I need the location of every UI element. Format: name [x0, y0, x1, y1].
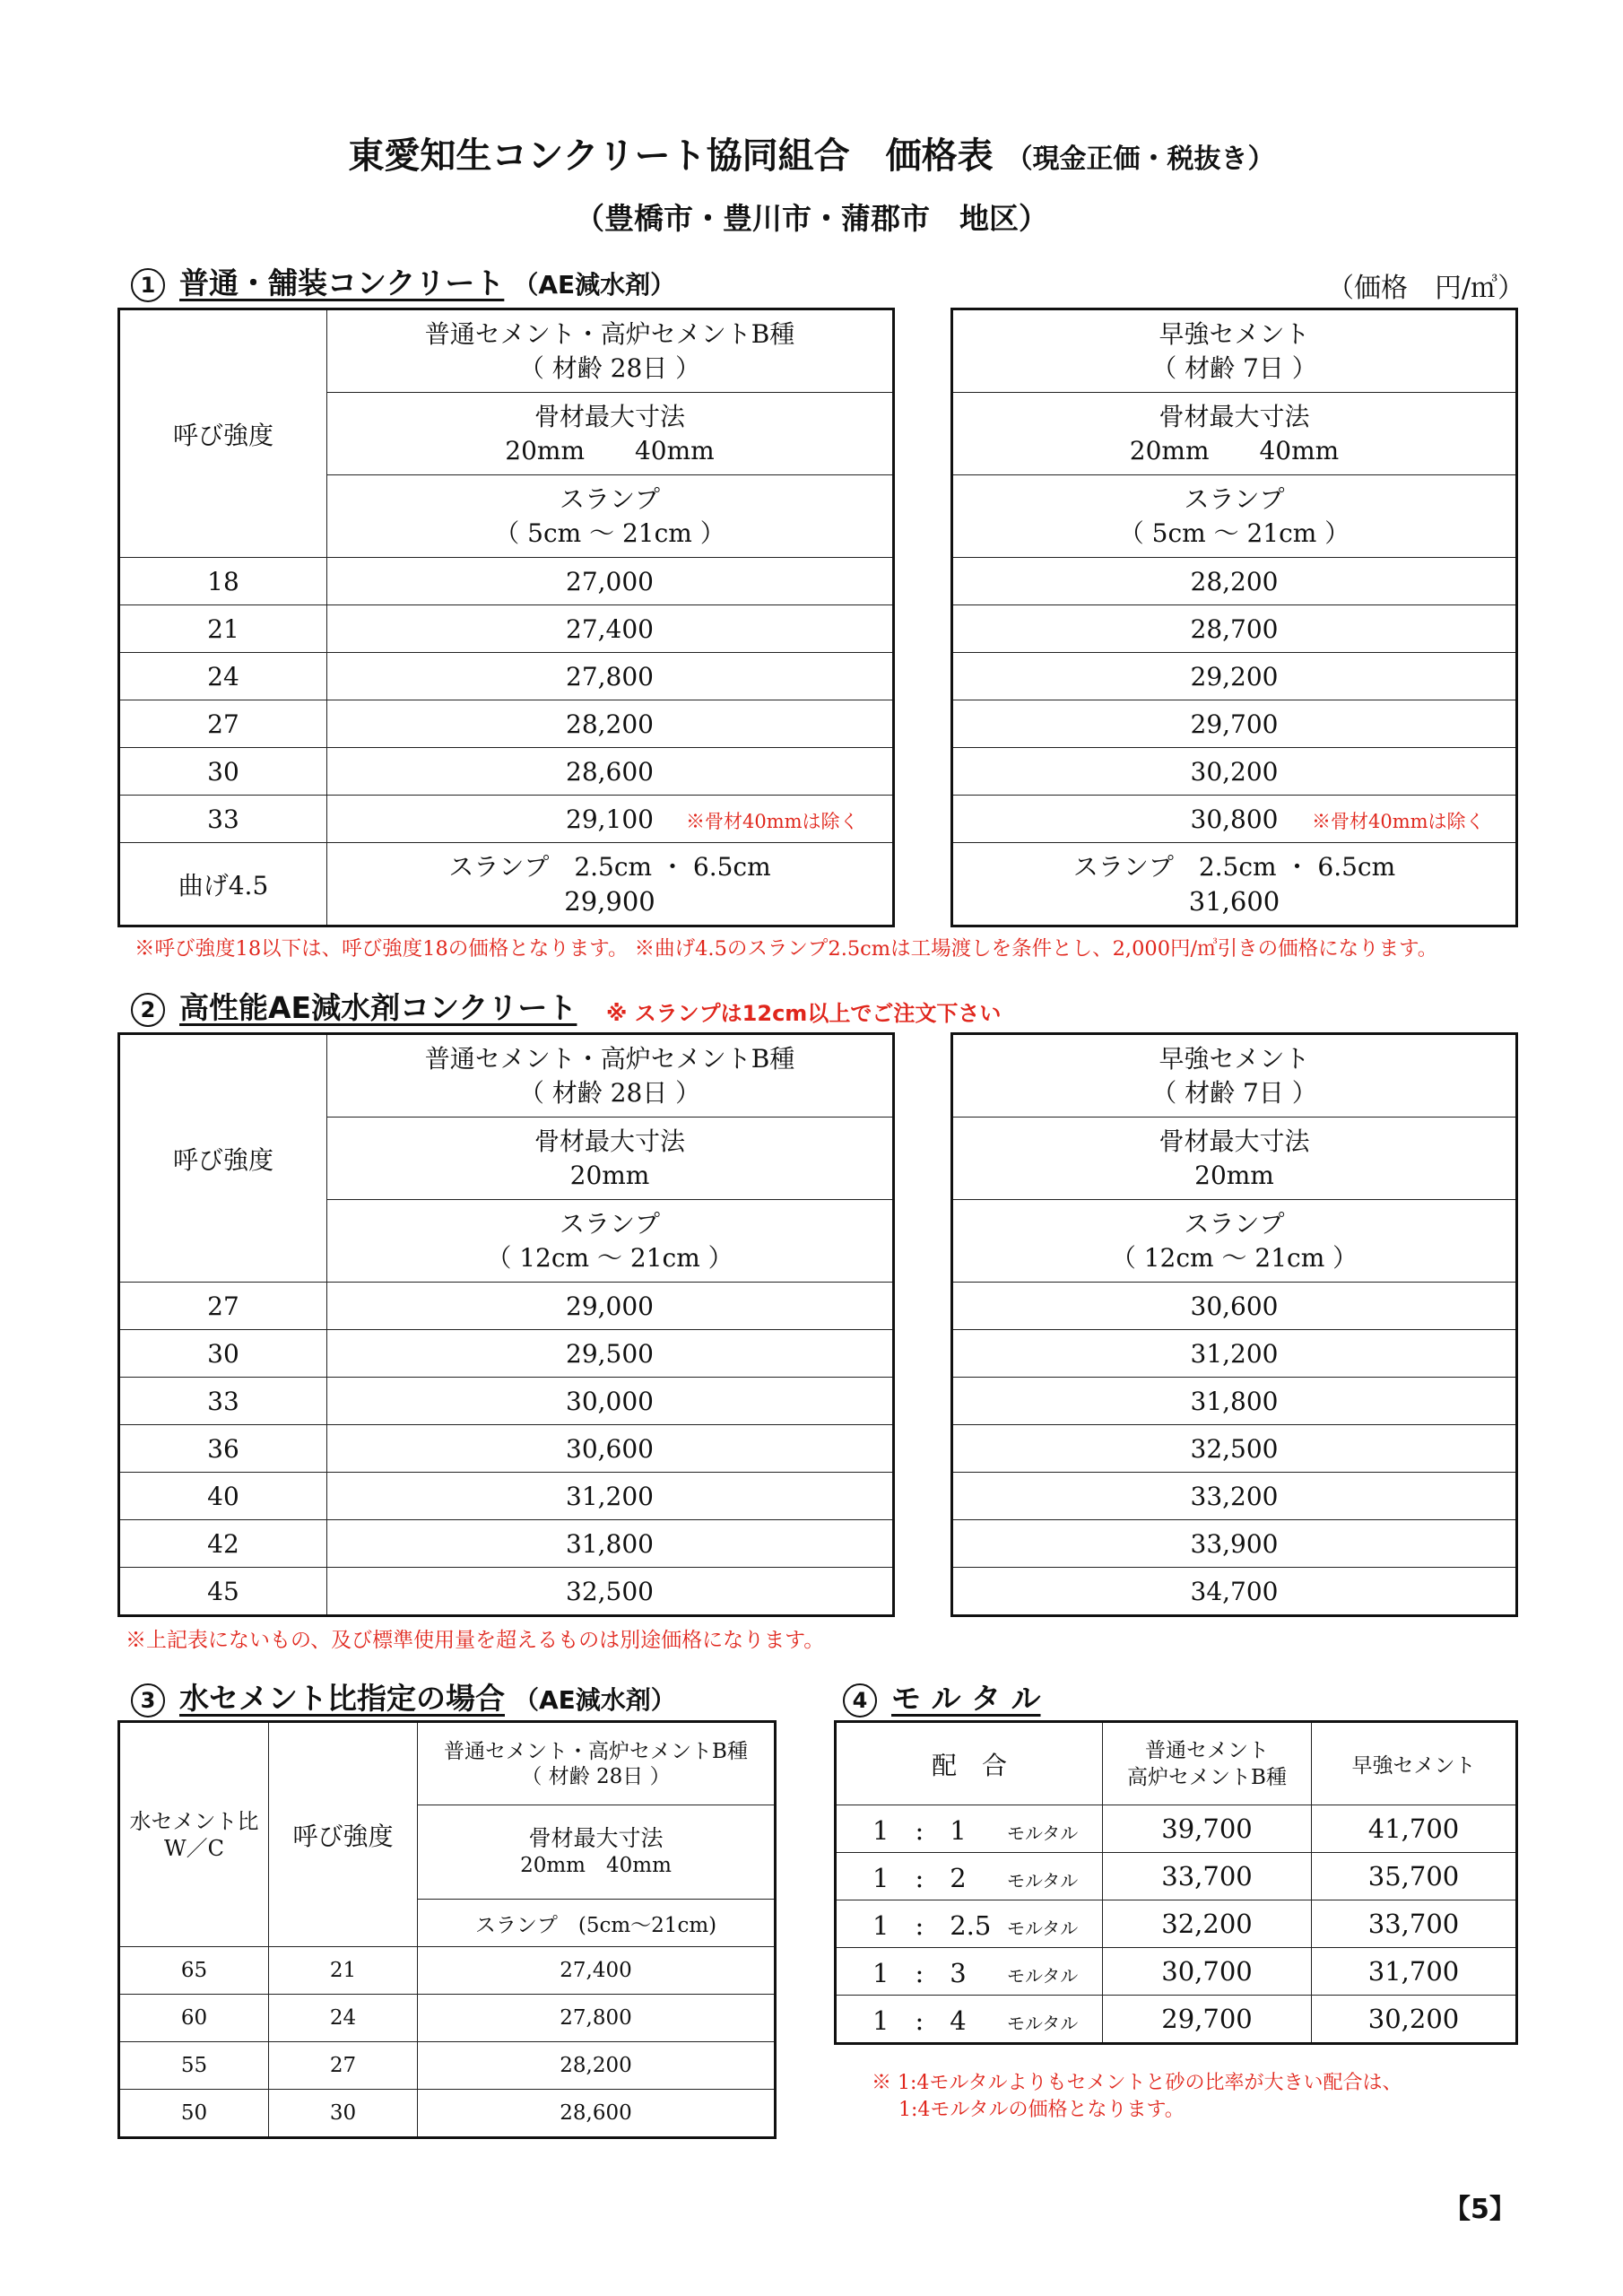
mix-ratio: 1 : 3	[872, 1957, 967, 1988]
area-subtitle: （豊橋市・豊川市・蒲郡市 地区）	[575, 201, 1048, 236]
strength-cell: 42	[120, 1520, 327, 1568]
price-cell: 30,600	[327, 1425, 893, 1473]
price-cell: 31,200	[953, 1330, 1516, 1378]
wc-ratio-label: W／C	[163, 1835, 225, 1861]
price-cell: 29,500	[327, 1330, 893, 1378]
slump-value: （ 12cm ～ 21cm ）	[486, 1242, 733, 1273]
section2-right-table	[952, 1034, 1516, 1615]
section1-left-table	[119, 309, 893, 926]
strength-header: 呼び強度	[120, 1035, 327, 1283]
cement-label: 早強セメント	[1159, 318, 1310, 349]
aggregate-label: 骨材最大寸法	[1159, 401, 1310, 431]
aggregate-exclusion-note: ※骨材40mmは除く	[686, 811, 859, 832]
normal-cement-label: 普通セメント	[1145, 1738, 1269, 1762]
slump-label: スランプ	[1184, 1208, 1285, 1239]
section2-number: 2	[131, 993, 165, 1027]
price-cell: 33,700	[1312, 1900, 1516, 1948]
price-cell: 29,100	[566, 804, 654, 834]
blast-furnace-cement-label: 高炉セメントB種	[1127, 1765, 1287, 1789]
price-cell: 30,200	[1312, 1996, 1516, 2043]
strength-cell: 27	[269, 2042, 418, 2090]
mix-ratio: 1 : 2.5	[872, 1909, 992, 1941]
price-cell: 30,700	[1103, 1948, 1312, 1996]
bend-price: 31,600	[1188, 885, 1280, 917]
price-cell: 32,500	[327, 1568, 893, 1615]
aggregate-label: 骨材最大寸法	[534, 1126, 685, 1156]
price-cell: 41,700	[1312, 1805, 1516, 1853]
strength-cell: 33	[120, 1378, 327, 1425]
strength-header: 呼び強度	[269, 1723, 418, 1947]
cement-label: 普通セメント・高炉セメントB種	[424, 1043, 795, 1074]
strength-cell: 30	[269, 2090, 418, 2137]
early-strength-label: 早強セメント	[1312, 1723, 1516, 1805]
price-cell: 28,600	[327, 748, 893, 796]
strength-cell: 30	[120, 748, 327, 796]
price-cell: 30,000	[327, 1378, 893, 1425]
section1-footnote: ※呼び強度18以下は、呼び強度18の価格となります。 ※曲げ4.5のスランプ2.5cmは工場渡しを条件とし、2,000円/㎥引きの価格になります。	[135, 937, 1438, 961]
mix-ratio: 1 : 1	[872, 1814, 967, 1846]
price-cell: 30,200	[953, 748, 1516, 796]
price-cell: 33,200	[953, 1473, 1516, 1520]
price-cell: 29,000	[327, 1283, 893, 1330]
slump-value: （ 12cm ～ 21cm ）	[1110, 1242, 1358, 1273]
price-cell: 35,700	[1312, 1853, 1516, 1900]
strength-cell: 36	[120, 1425, 327, 1473]
price-cell: 31,700	[1312, 1948, 1516, 1996]
section4-title: モ ル タ ル	[891, 1681, 1041, 1716]
price-cell: 34,700	[953, 1568, 1516, 1615]
mortar-word: モルタル	[1007, 2012, 1079, 2034]
price-cell: 29,200	[953, 653, 1516, 700]
strength-cell: 27	[120, 1283, 327, 1330]
mortar-word: モルタル	[1007, 1822, 1079, 1844]
strength-cell: 24	[120, 653, 327, 700]
price-cell: 27,800	[418, 1995, 775, 2042]
strength-cell: 45	[120, 1568, 327, 1615]
section4-heading	[843, 1675, 1040, 1718]
price-cell: 33,700	[1103, 1853, 1312, 1900]
slump-label: スランプ	[1184, 483, 1285, 514]
age-label: （ 材齢 7日 ）	[1151, 352, 1317, 383]
strength-cell: 18	[120, 558, 327, 605]
price-cell: 30,800	[1190, 804, 1279, 834]
section1-suffix: （AE減水剤）	[513, 270, 676, 300]
unit-label: （価格 円/㎥）	[1327, 273, 1525, 304]
section3-title: 水セメント比指定の場合	[179, 1681, 505, 1716]
cement-label: 普通セメント・高炉セメントB種	[424, 318, 795, 349]
strength-cell: 21	[269, 1947, 418, 1995]
wc-label: 水セメント比	[129, 1808, 259, 1834]
section3-heading	[131, 1675, 676, 1718]
mix-header: 配 合	[837, 1723, 1103, 1805]
section1-heading	[131, 260, 675, 302]
section1-title: 普通・舗装コンクリート	[179, 265, 505, 300]
wc-cell: 65	[120, 1947, 269, 1995]
section4-note-line1: ※ 1:4モルタルよりもセメントと砂の比率が大きい配合は、	[872, 2072, 1402, 2094]
section2-heading	[131, 985, 577, 1027]
section2-notice: ※ スランプは12cm以上でご注文下さい	[606, 1001, 1002, 1026]
section2-left-table	[119, 1034, 893, 1615]
strength-cell: 24	[269, 1995, 418, 2042]
bend-price: 29,900	[564, 885, 655, 917]
bend-slump: スランプ 2.5cm ・ 6.5cm	[1072, 851, 1396, 882]
section3-suffix: （AE減水剤）	[514, 1685, 676, 1715]
slump-value: （ 5cm ～ 21cm ）	[494, 517, 725, 548]
price-cell: 31,800	[953, 1378, 1516, 1425]
aggregate-label: 骨材最大寸法	[1159, 1126, 1310, 1156]
strength-cell: 21	[120, 605, 327, 653]
section4-table	[836, 1722, 1516, 2043]
mortar-word: モルタル	[1007, 1869, 1079, 1892]
price-cell: 31,200	[327, 1473, 893, 1520]
slump-label: スランプ	[559, 1208, 660, 1239]
aggregate-value: 20mm 40mm	[505, 435, 715, 465]
section1-right-table	[952, 309, 1516, 926]
price-cell: 28,200	[418, 2042, 775, 2090]
mortar-word: モルタル	[1007, 1917, 1079, 1939]
section3-number: 3	[131, 1683, 165, 1718]
price-cell: 30,600	[953, 1283, 1516, 1330]
strength-cell: 30	[120, 1330, 327, 1378]
age-label: （ 材齢 28日 ）	[518, 352, 701, 383]
strength-cell: 33	[120, 796, 327, 843]
slump-label: スランプ (5cm～21cm)	[418, 1900, 775, 1947]
page-title	[0, 127, 1623, 178]
aggregate-value: 20mm	[1194, 1160, 1274, 1190]
mix-ratio: 1 : 4	[872, 2005, 967, 2036]
slump-value: （ 5cm ～ 21cm ）	[1118, 517, 1350, 548]
price-cell: 28,200	[953, 558, 1516, 605]
price-cell: 32,200	[1103, 1900, 1312, 1948]
wc-cell: 55	[120, 2042, 269, 2090]
aggregate-value: 20mm 40mm	[520, 1854, 672, 1877]
age-label: （ 材齢 28日 ）	[518, 1077, 701, 1108]
bend-label: 曲げ4.5	[120, 843, 327, 926]
aggregate-value: 20mm	[569, 1160, 650, 1190]
wc-cell: 60	[120, 1995, 269, 2042]
price-cell: 27,000	[327, 558, 893, 605]
aggregate-label: 骨材最大寸法	[534, 401, 685, 431]
aggregate-value: 20mm 40mm	[1129, 435, 1340, 465]
bend-slump: スランプ 2.5cm ・ 6.5cm	[448, 851, 771, 882]
cement-label: 早強セメント	[1159, 1043, 1310, 1074]
price-cell: 27,800	[327, 653, 893, 700]
strength-cell: 40	[120, 1473, 327, 1520]
mix-ratio: 1 : 2	[872, 1862, 967, 1893]
section1-number: 1	[131, 268, 165, 302]
aggregate-exclusion-note: ※骨材40mmは除く	[1312, 811, 1485, 832]
title-text: 東愛知生コンクリート協同組合 価格表	[348, 135, 994, 177]
price-cell: 39,700	[1103, 1805, 1312, 1853]
aggregate-label: 骨材最大寸法	[528, 1825, 664, 1851]
age-label: （ 材齢 28日 ）	[521, 1764, 671, 1788]
section3-table	[119, 1722, 775, 2137]
price-cell: 29,700	[1103, 1996, 1312, 2043]
price-cell: 33,900	[953, 1520, 1516, 1568]
cement-label: 普通セメント・高炉セメントB種	[444, 1739, 748, 1763]
section2-footnote: ※上記表にないもの、及び標準使用量を超えるものは別途価格になります。	[126, 1629, 825, 1652]
title-note: （現金正価・税抜き）	[1005, 144, 1275, 175]
age-label: （ 材齢 7日 ）	[1151, 1077, 1317, 1108]
price-cell: 28,600	[418, 2090, 775, 2137]
wc-cell: 50	[120, 2090, 269, 2137]
price-cell: 31,800	[327, 1520, 893, 1568]
price-cell: 28,200	[327, 700, 893, 748]
page-number: 【5】	[1444, 2194, 1516, 2225]
price-cell: 29,700	[953, 700, 1516, 748]
strength-cell: 27	[120, 700, 327, 748]
price-cell: 27,400	[418, 1947, 775, 1995]
price-cell: 27,400	[327, 605, 893, 653]
strength-header: 呼び強度	[120, 310, 327, 558]
section4-number: 4	[843, 1683, 877, 1718]
price-cell: 32,500	[953, 1425, 1516, 1473]
price-cell: 28,700	[953, 605, 1516, 653]
section4-note-line2: 1:4モルタルの価格となります。	[898, 2099, 1185, 2121]
slump-label: スランプ	[559, 483, 660, 514]
section2-title: 高性能AE減水剤コンクリート	[179, 990, 577, 1025]
mortar-word: モルタル	[1007, 1964, 1079, 1987]
